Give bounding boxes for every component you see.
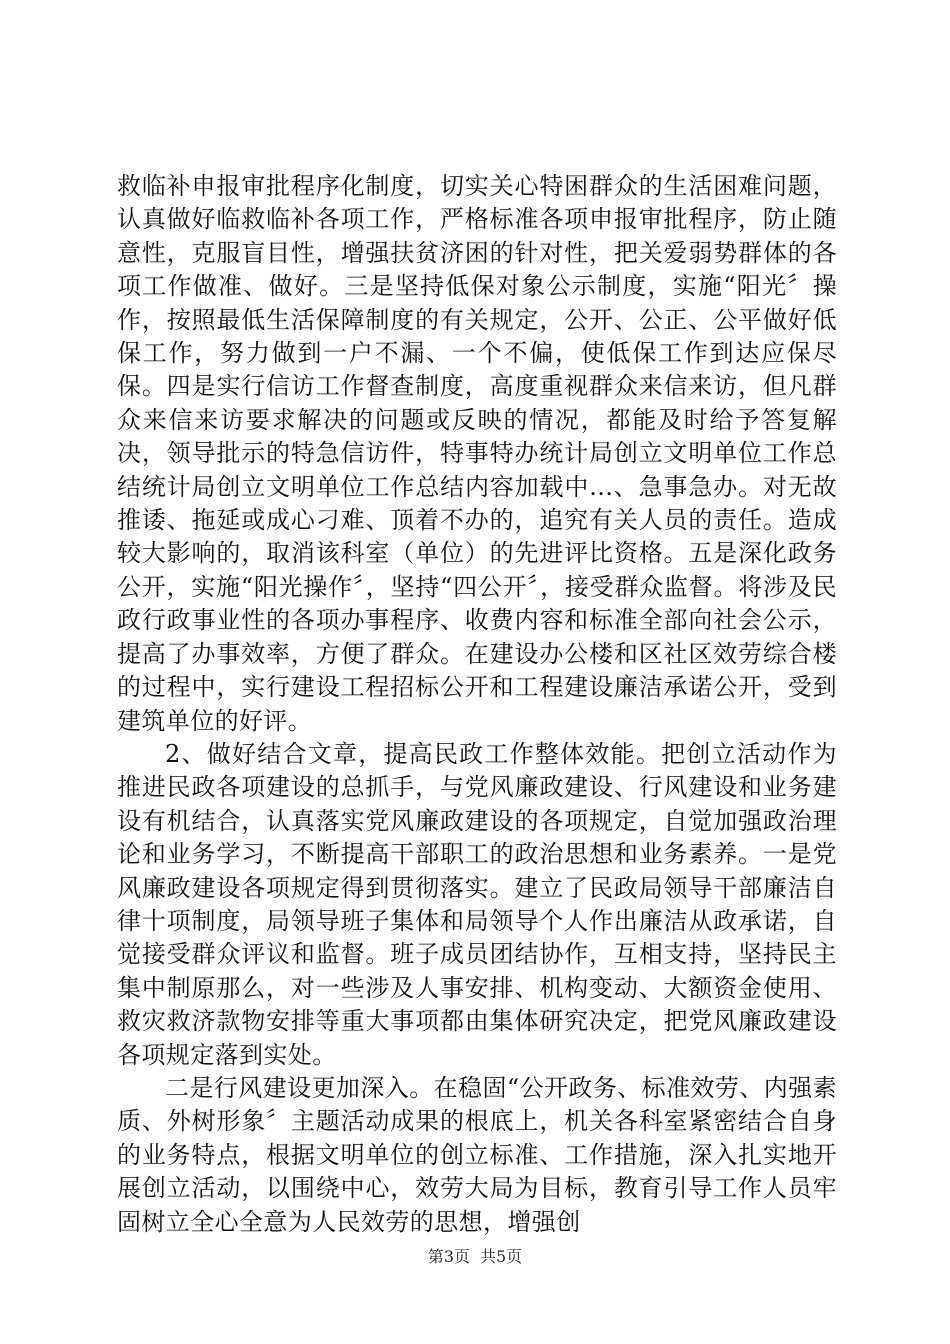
paragraph-2: 2、做好结合文章，提高民政工作整体效能。把创立活动作为推进民政各项建设的总抓手，与党风廉政建设、行风建设和业务建设有机结合，认真落实党风廉政建设的各项规定，自觉加强政治理论和业务学习，不断提高干部职工的政治思想和业务素养。一是党风廉政建设各项规定得到贯彻落实。建立了民政局领导干部廉洁自律十项制度，局领导班子集体和局领导个人作出廉洁从政承诺，自觉接受群众评议和监督。班子成员团结协作，互相支持，坚持民主集中制原那么，对一些涉及人事安排、机构变动、大额资金使用、救灾救济款物安排等重大事项都由集体研究决定，把党风廉政建设各项规定落到实处。	[117, 739, 837, 1069]
paragraph-3: 二是行风建设更加深入。在稳固“公开政务、标准效劳、内强素质、外树形象〞主题活动成果的根底上，机关各科室紧密结合自身的业务特点，根据文明单位的创立标准、工作措施，深入扎实地开展创立活动，以围绕中心，效劳大局为目标，教育引导工作人员牢固树立全心全意为人民效劳的思想，增强创	[117, 1073, 837, 1236]
page-total-label: 共5页	[480, 1247, 523, 1266]
page-number-label: 第3页	[427, 1247, 470, 1266]
document-body	[117, 170, 837, 1239]
page-footer	[0, 1244, 950, 1267]
paragraph-1: 救临补申报审批程序化制度，切实关心特困群众的生活困难问题，认真做好临救临补各项工作，严格标准各项申报审批程序，防止随意性，克服盲目性，增强扶贫济困的针对性，把关爱弱势群体的各项工作做准、做好。三是坚持低保对象公示制度，实施“阳光〞操作，按照最低生活保障制度的有关规定，公开、公正、公平做好低保工作，努力做到一户不漏、一个不偏，使低保工作到达应保尽保。四是实行信访工作督查制度，高度重视群众来信来访，但凡群众来信来访要求解决的问题或反映的情况，都能及时给予答复解决，领导批示的特急信访件，特事特办统计局创立文明单位工作总结统计局创立文明单位工作总结内容加载中...、急事急办。对无故推诿、拖延或成心刁难、顶着不办的，追究有关人员的责任。造成较大影响的，取消该科室（单位）的先进评比资格。五是深化政务公开，实施“阳光操作〞，坚持“四公开〞，接受群众监督。将涉及民政行政事业性的各项办事程序、收费内容和标准全部向社会公示，提高了办事效率，方便了群众。在建设办公楼和区社区效劳综合楼的过程中，实行建设工程招标公开和工程建设廉洁承诺公开，受到建筑单位的好评。	[117, 172, 837, 735]
